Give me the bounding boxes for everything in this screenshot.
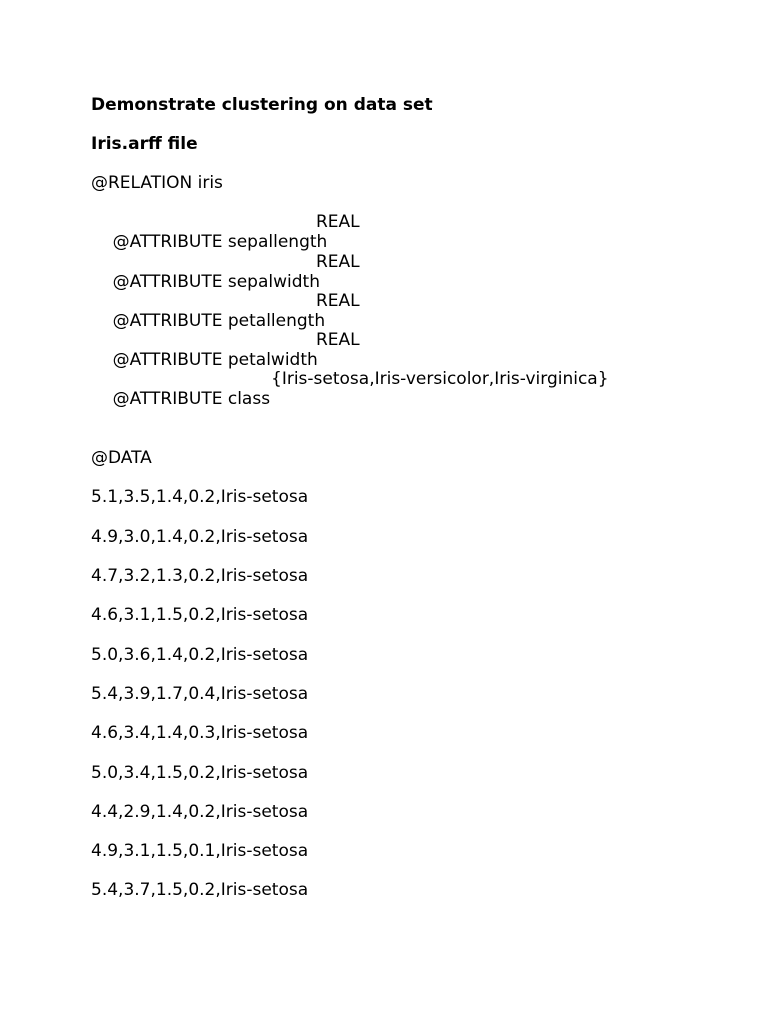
document-subheading: Iris.arff file: [91, 134, 198, 154]
data-row: 5.4,3.7,1.5,0.2,Iris-setosa: [91, 880, 309, 900]
data-row: 5.0,3.6,1.4,0.2,Iris-setosa: [91, 645, 309, 665]
data-row: 4.9,3.0,1.4,0.2,Iris-setosa: [91, 527, 309, 547]
attribute-keyword: @ATTRIBUTE class: [112, 389, 271, 409]
attribute-type: REAL: [316, 212, 360, 232]
attribute-type: {Iris-setosa,Iris-versicolor,Iris-virginica}: [271, 369, 609, 389]
data-row: 5.1,3.5,1.4,0.2,Iris-setosa: [91, 487, 309, 507]
data-row: 4.6,3.1,1.5,0.2,Iris-setosa: [91, 605, 309, 625]
data-row: 4.6,3.4,1.4,0.3,Iris-setosa: [91, 723, 309, 743]
attribute-line: [91, 252, 360, 292]
attribute-type: REAL: [316, 330, 360, 350]
attribute-line: [91, 330, 360, 370]
attribute-keyword: @ATTRIBUTE sepalwidth: [112, 272, 320, 292]
data-keyword-line: @DATA: [91, 448, 152, 468]
attribute-line: [91, 369, 609, 409]
attribute-keyword: @ATTRIBUTE petallength: [112, 311, 326, 331]
attribute-keyword: @ATTRIBUTE petalwidth: [112, 350, 318, 370]
attribute-type: REAL: [316, 252, 360, 272]
document-heading: Demonstrate clustering on data set: [91, 95, 433, 115]
data-row: 4.4,2.9,1.4,0.2,Iris-setosa: [91, 802, 309, 822]
relation-line: @RELATION iris: [91, 173, 223, 193]
data-row: 5.0,3.4,1.5,0.2,Iris-setosa: [91, 763, 309, 783]
data-row: 5.4,3.9,1.7,0.4,Iris-setosa: [91, 684, 309, 704]
attribute-line: [91, 291, 360, 331]
data-row: 4.9,3.1,1.5,0.1,Iris-setosa: [91, 841, 309, 861]
attribute-keyword: @ATTRIBUTE sepallength: [112, 232, 328, 252]
attribute-type: REAL: [316, 291, 360, 311]
data-row: 4.7,3.2,1.3,0.2,Iris-setosa: [91, 566, 309, 586]
attribute-line: [91, 212, 360, 252]
